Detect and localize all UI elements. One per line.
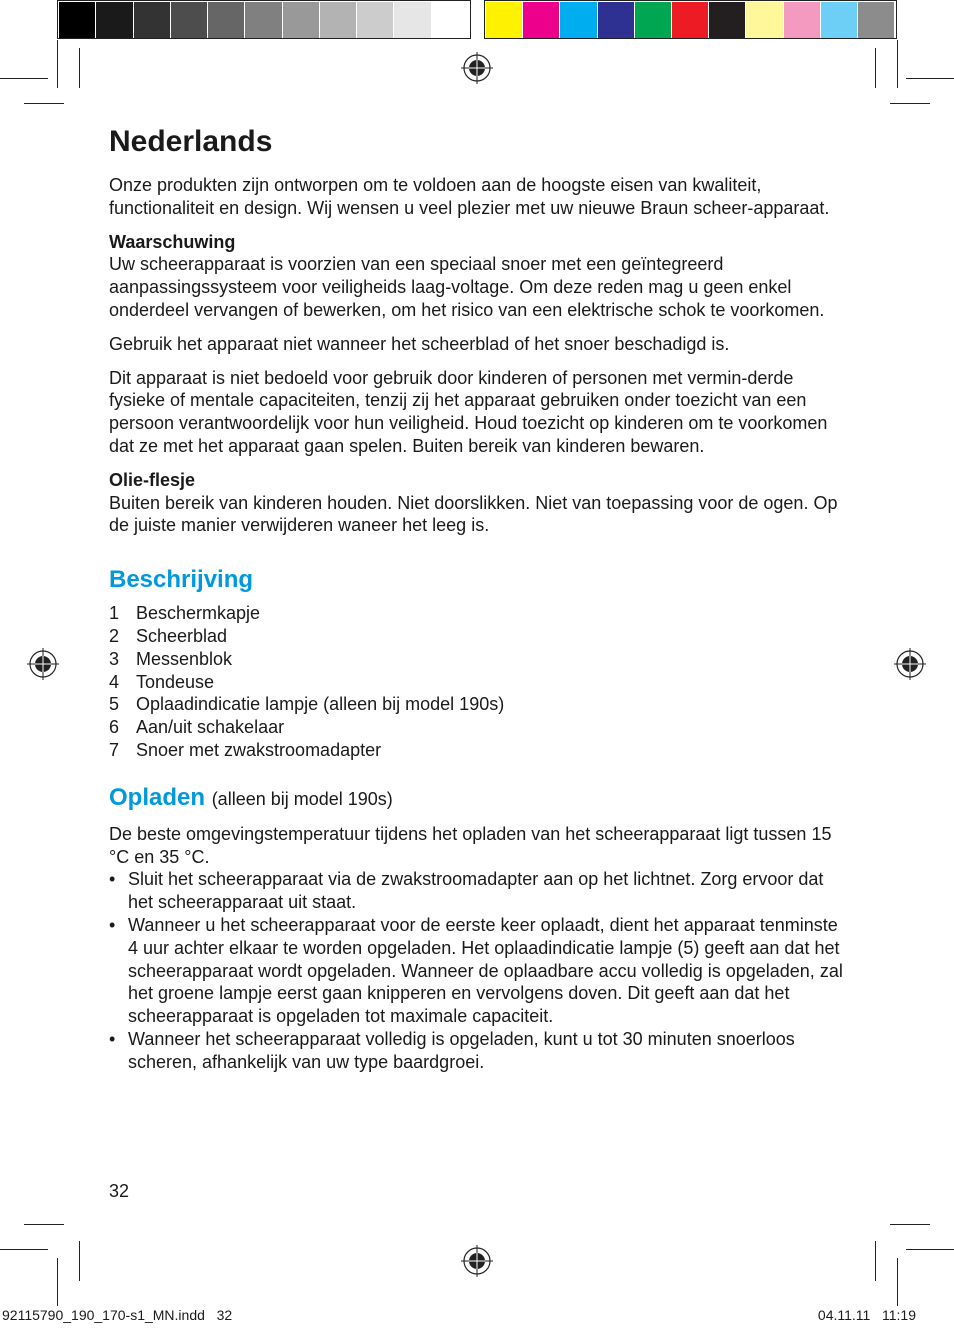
registration-mark-icon xyxy=(27,648,59,680)
crop-mark xyxy=(875,1241,876,1281)
color-swatch xyxy=(635,2,672,38)
color-swatch xyxy=(672,2,709,38)
crop-mark xyxy=(897,1258,898,1306)
color-swatch xyxy=(598,2,635,38)
registration-mark-icon xyxy=(461,52,493,84)
gray-swatch xyxy=(208,2,245,38)
color-swatch xyxy=(784,2,821,38)
description-heading: Beschrijving xyxy=(109,566,254,594)
oil-heading: Olie-flesje xyxy=(109,469,196,490)
list-item: • Wanneer u het scheerapparaat voor de eerste keer oplaadt, dient het apparaat tenminste 4 uur achter elkaar te worden opgeladen. Het oplaadindicatie lampje (5) geeft aan dat het scheerapparaat wordt opgeladen. Wanneer de oplaadbare accu volledig is opgeladen, zal het groene lampje eerst gaan knipperen en vervolgens doven. Dit geeft aan dat het scheerapparaat is opgeladen tot maximale capaciteit. xyxy=(109,914,843,1027)
crop-mark xyxy=(906,78,954,79)
gray-swatch xyxy=(283,2,320,38)
color-swatch xyxy=(709,2,746,38)
list-item: 7 Snoer met zwakstroomadapter xyxy=(109,739,382,760)
crop-mark xyxy=(57,40,58,88)
charging-intro: De beste omgevingstemperatuur tijdens het opladen van het scheerapparaat ligt tussen 15 °C en 35 °C. xyxy=(109,823,832,867)
crop-mark xyxy=(0,1249,48,1250)
crop-mark xyxy=(57,1258,58,1306)
crop-mark xyxy=(897,40,898,88)
charging-heading: Opladen (alleen bij model 190s) xyxy=(109,783,393,811)
warning-section xyxy=(109,231,849,458)
intro-paragraph: Onze produkten zijn ontworpen om te voldoen aan de hoogste eisen van kwaliteit, functionaliteit en design. Wij wensen u veel plezier met uw nieuwe Braun scheer-apparaat. xyxy=(109,175,830,218)
crop-mark xyxy=(890,1224,930,1225)
color-swatch xyxy=(858,2,895,38)
crop-mark xyxy=(24,1224,64,1225)
color-swatch xyxy=(821,2,858,38)
warning-paragraph: Dit apparaat is niet bedoeld voor gebruik door kinderen of personen met vermin-derde fysieke of mentale capaciteiten, tenzij zij het apparaat gebruiken onder toezicht van een persoon verantwoordelijk voor hun veiligheid. Houd toezicht op kinderen om te voorkomen dat ze met het apparaat gaan spelen. Buiten bereik van kinderen bewaren. xyxy=(109,367,828,456)
color-swatch xyxy=(746,2,783,38)
page-content xyxy=(109,124,849,1074)
crop-mark xyxy=(24,103,64,104)
charging-subheading: (alleen bij model 190s) xyxy=(211,788,393,809)
list-item: 2 Scheerblad xyxy=(109,625,228,646)
gray-swatch xyxy=(171,2,208,38)
gray-swatch xyxy=(394,2,431,38)
color-swatch xyxy=(486,2,523,38)
warning-heading: Waarschuwing xyxy=(109,231,236,252)
crop-mark xyxy=(890,103,930,104)
gray-swatch xyxy=(245,2,282,38)
page-number: 32 xyxy=(109,1181,130,1201)
footer-timestamp: 04.11.11 11:19 xyxy=(817,1307,916,1323)
registration-mark-icon xyxy=(461,1245,493,1277)
crop-mark xyxy=(875,48,876,88)
oil-paragraph: Buiten bereik van kinderen houden. Niet doorslikken. Niet van toepassing voor de ogen. Op de juiste manier verwijderen waneer het leeg is. xyxy=(109,492,838,536)
description-list xyxy=(109,602,849,762)
warning-paragraph: Gebruik het apparaat niet wanneer het scheerblad of het snoer beschadigd is. xyxy=(109,333,730,354)
color-swatch xyxy=(523,2,560,38)
page-title: Nederlands xyxy=(109,125,273,158)
charging-bullets xyxy=(109,868,849,1073)
grayscale-color-bar xyxy=(57,0,471,39)
gray-swatch xyxy=(357,2,394,38)
list-item: 6 Aan/uit schakelaar xyxy=(109,717,285,738)
registration-mark-icon xyxy=(894,648,926,680)
process-color-bar xyxy=(484,0,897,39)
list-item: • Sluit het scheerapparaat via de zwakstroomadapter aan op het lichtnet. Zorg ervoor dat het scheerapparaat uit staat. xyxy=(109,869,824,913)
color-swatch xyxy=(560,2,597,38)
list-item: 5 Oplaadindicatie lampje (alleen bij model 190s) xyxy=(109,694,505,715)
gray-swatch xyxy=(96,2,133,38)
warning-paragraph: Uw scheerapparaat is voorzien van een speciaal snoer met een geïntegreerd aanpassingssysteem voor veiligheids laag-voltage. Om deze reden mag u geen enkel onderdeel vervangen of bewerken, om het risico van een elektrische schok te voorkomen. xyxy=(109,254,825,320)
footer-file-info: 92115790_190_170-s1_MN.indd 32 xyxy=(2,1307,233,1323)
crop-mark xyxy=(0,78,48,79)
gray-swatch xyxy=(59,2,96,38)
list-item: • Wanneer het scheerapparaat volledig is opgeladen, kunt u tot 30 minuten snoerloos scheren, afhankelijk van uw type baardgroei. xyxy=(109,1028,795,1072)
gray-swatch xyxy=(320,2,357,38)
crop-mark xyxy=(79,1241,80,1281)
crop-mark xyxy=(79,48,80,88)
list-item: 3 Messenblok xyxy=(109,648,233,669)
crop-mark xyxy=(906,1249,954,1250)
gray-swatch xyxy=(432,2,469,38)
oil-section xyxy=(109,469,849,537)
list-item: 4 Tondeuse xyxy=(109,671,215,692)
gray-swatch xyxy=(134,2,171,38)
list-item: 1 Beschermkapje xyxy=(109,603,261,624)
